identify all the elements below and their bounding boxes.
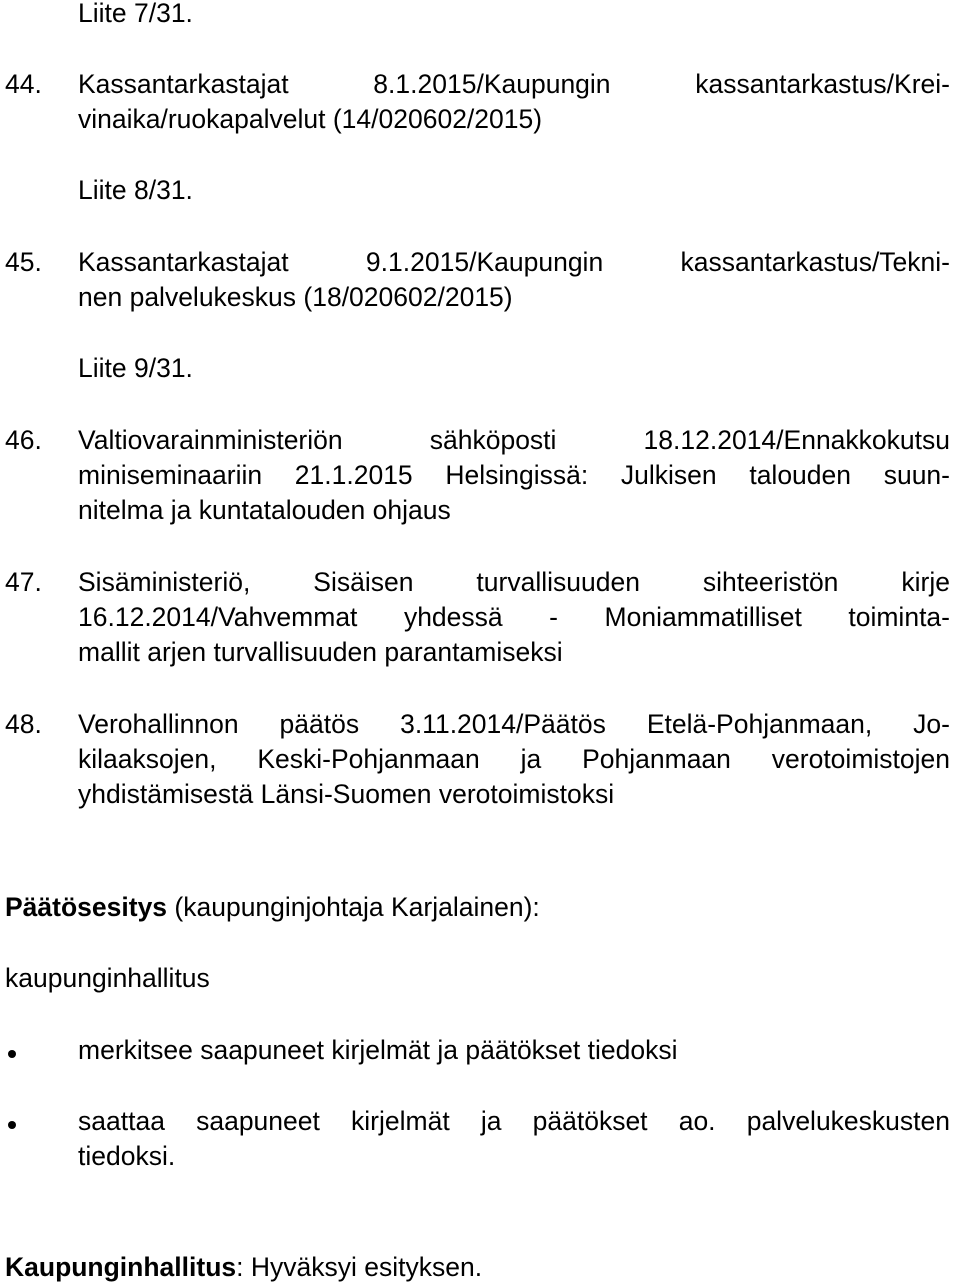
proposal-bullet-2-line-2: tiedoksi. — [78, 1141, 176, 1171]
item-number-46: 46. — [5, 425, 42, 455]
item-46-line-1: Valtiovarainministeriön sähköposti 18.12.2014/Ennakkokutsu — [78, 425, 950, 455]
item-44-line-2: vinaika/ruokapalvelut (14/020602/2015) — [78, 104, 543, 134]
proposal-body: kaupunginhallitus — [5, 963, 210, 993]
decision-label-bold: Kaupunginhallitus — [5, 1252, 237, 1282]
decision-label-rest: : Hyväksyi esityksen. — [236, 1252, 483, 1282]
proposal-bullet-2-line-1: saattaa saapuneet kirjelmät ja päätökset ao. palvelukeskusten — [78, 1106, 950, 1136]
item-number-48: 48. — [5, 709, 42, 739]
attachment-ref-8: Liite 8/31. — [78, 175, 193, 205]
item-48-line-2: kilaaksojen, Keski-Pohjanmaan ja Pohjanmaan verotoimistojen — [78, 744, 950, 774]
bullet-dot — [8, 1121, 16, 1129]
item-number-47: 47. — [5, 567, 42, 597]
item-number-44: 44. — [5, 69, 42, 99]
proposal-bullet-1: merkitsee saapuneet kirjelmät ja päätökset tiedoksi — [78, 1035, 678, 1065]
item-47-line-2: 16.12.2014/Vahvemmat yhdessä - Moniammatilliset toiminta- — [78, 602, 950, 632]
item-48-line-1: Verohallinnon päätös 3.11.2014/Päätös Etelä-Pohjanmaan, Jo- — [78, 709, 950, 739]
attachment-ref-9: Liite 9/31. — [78, 353, 193, 383]
item-number-45: 45. — [5, 247, 42, 277]
attachment-ref-7: Liite 7/31. — [78, 0, 193, 28]
item-47-line-3: mallit arjen turvallisuuden parantamiseksi — [78, 637, 563, 667]
bullet-dot — [8, 1050, 16, 1058]
item-44-line-1: Kassantarkastajat 8.1.2015/Kaupungin kassantarkastus/Krei- — [78, 69, 950, 99]
item-45-line-1: Kassantarkastajat 9.1.2015/Kaupungin kassantarkastus/Tekni- — [78, 247, 950, 277]
item-45-line-2: nen palvelukeskus (18/020602/2015) — [78, 282, 513, 312]
item-46-line-3: nitelma ja kuntatalouden ohjaus — [78, 495, 451, 525]
proposal-heading — [5, 890, 540, 925]
item-48-line-3: yhdistämisestä Länsi-Suomen verotoimistoksi — [78, 779, 615, 809]
decision-line — [5, 1250, 482, 1285]
proposal-heading-rest: (kaupunginjohtaja Karjalainen): — [167, 892, 540, 922]
item-47-line-1: Sisäministeriö, Sisäisen turvallisuuden sihteeristön kirje — [78, 567, 950, 597]
proposal-heading-bold: Päätösesitys — [5, 892, 168, 922]
item-46-line-2: miniseminaariin 21.1.2015 Helsingissä: Julkisen talouden suun- — [78, 460, 950, 490]
